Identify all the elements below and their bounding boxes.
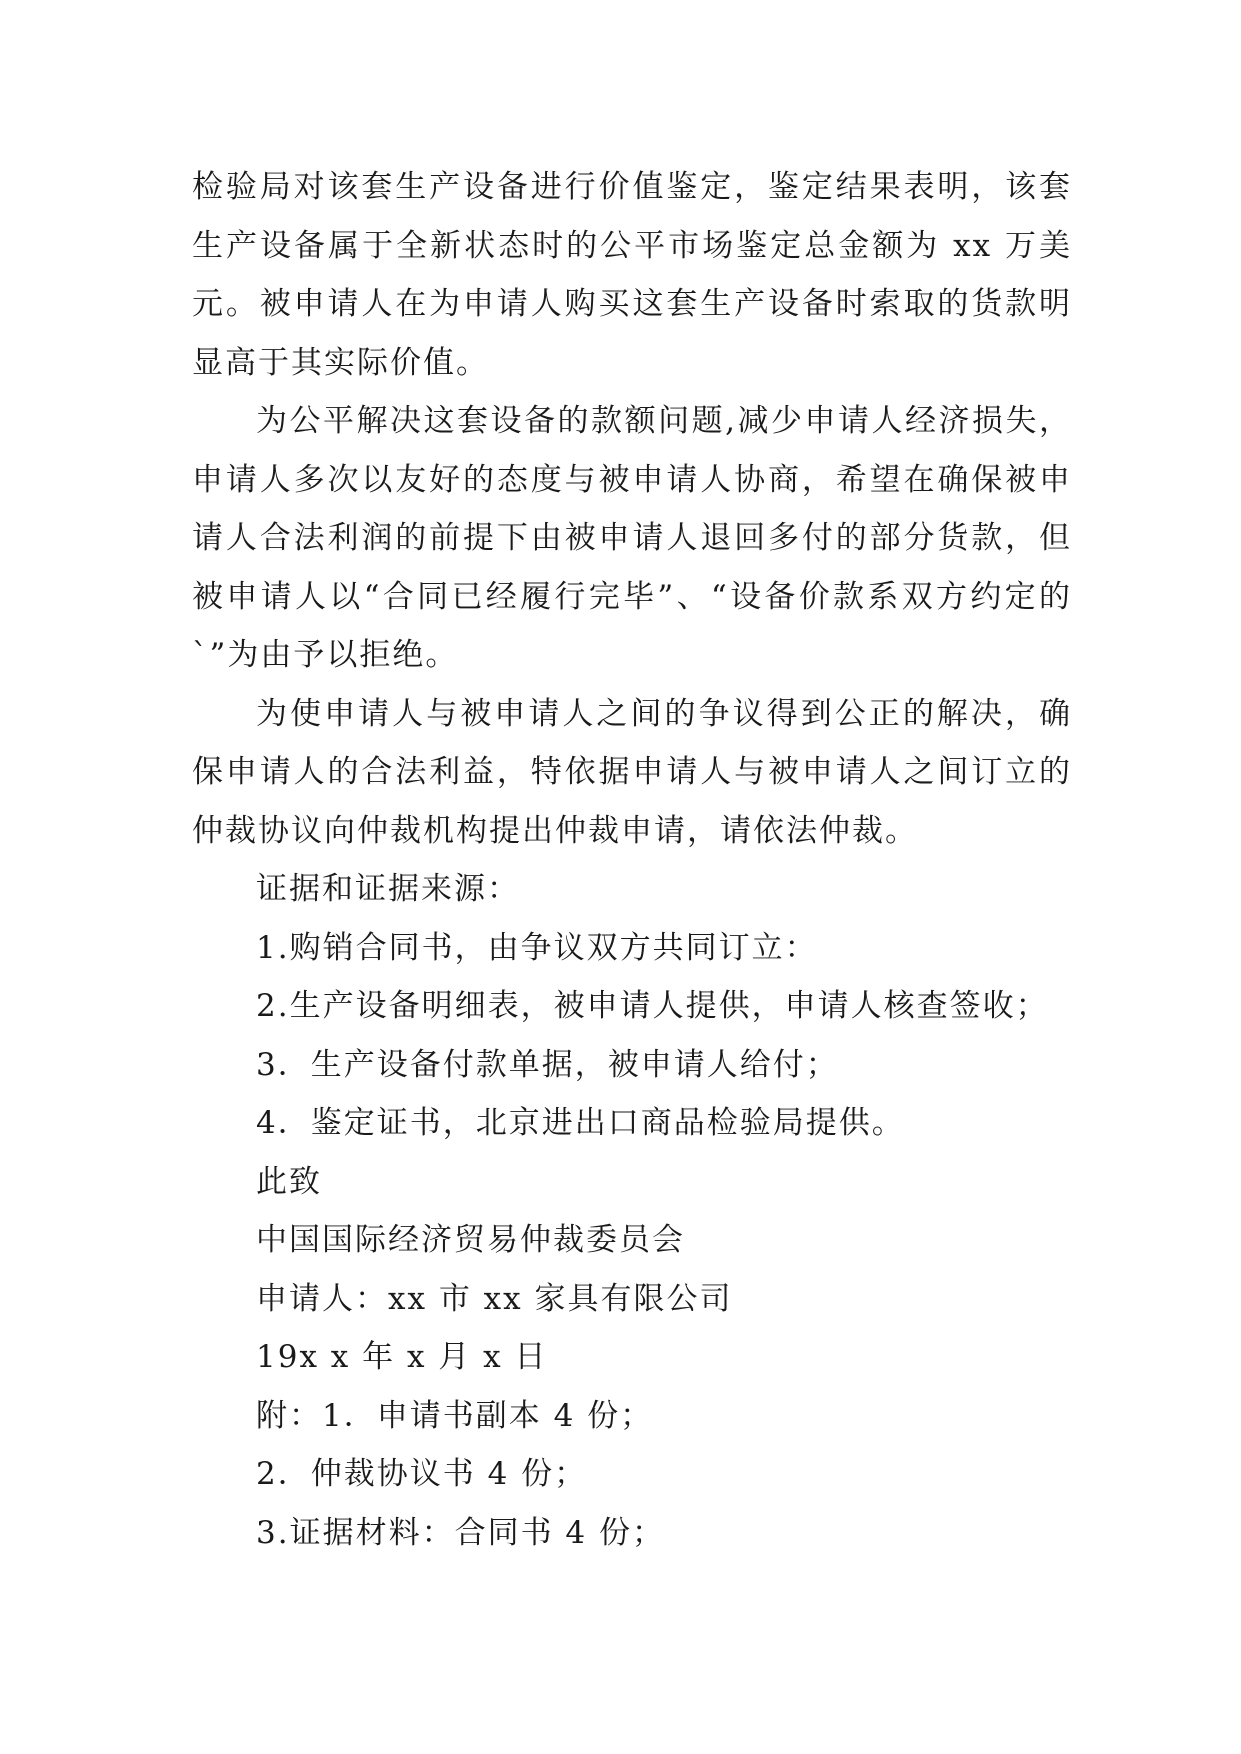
paragraph-arbitration-request: 为使申请人与被申请人之间的争议得到公正的解决，确保申请人的合法利益，特依据申请人与被申请人之间订立的仲裁协议向仲裁机构提出仲裁申请，请依法仲裁。 [192, 695, 1072, 849]
document-date: 19x x 年 x 月 x 日 [256, 1339, 548, 1375]
attachment-item-1: 附：1．申请书副本 4 份； [256, 1397, 654, 1434]
paragraph-valuation-result: 检验局对该套生产设备进行价值鉴定，鉴定结果表明，该套生产设备属于全新状态时的公平市场鉴定总金额为 xx 万美元。被申请人在为申请人购买这套生产设备时索取的货款明显高于其实际价值。 [192, 169, 1072, 381]
evidence-item-1: 1.购销合同书，由争议双方共同订立： [256, 929, 818, 966]
evidence-item-2: 2.生产设备明细表，被申请人提供，申请人核查签收； [256, 988, 1049, 1024]
evidence-heading: 证据和证据来源： [256, 871, 520, 907]
recipient-name: 中国国际经济贸易仲裁委员会 [256, 1222, 685, 1258]
paragraph-negotiation: 为公平解决这套设备的款额问题,减少申请人经济损失，申请人多次以友好的态度与被申请人协商，希望在确保被申请人合法利润的前提下由被申请人退回多付的部分货款，但被申请人以“合同已经履行完毕”、“设备价款系双方约定的`”为由予以拒绝。 [192, 403, 1072, 673]
evidence-item-4: 4．鉴定证书，北京进出口商品检验局提供。 [256, 1105, 905, 1141]
closing-salutation: 此致 [256, 1163, 322, 1200]
attachment-item-3: 3.证据材料：合同书 4 份； [256, 1514, 666, 1551]
document-body [192, 158, 1072, 1562]
applicant-name: 申请人：xx 市 xx 家具有限公司 [256, 1280, 733, 1317]
attachment-item-2: 2．仲裁协议书 4 份； [256, 1456, 588, 1492]
evidence-item-3: 3．生产设备付款单据，被申请人给付； [256, 1046, 839, 1083]
